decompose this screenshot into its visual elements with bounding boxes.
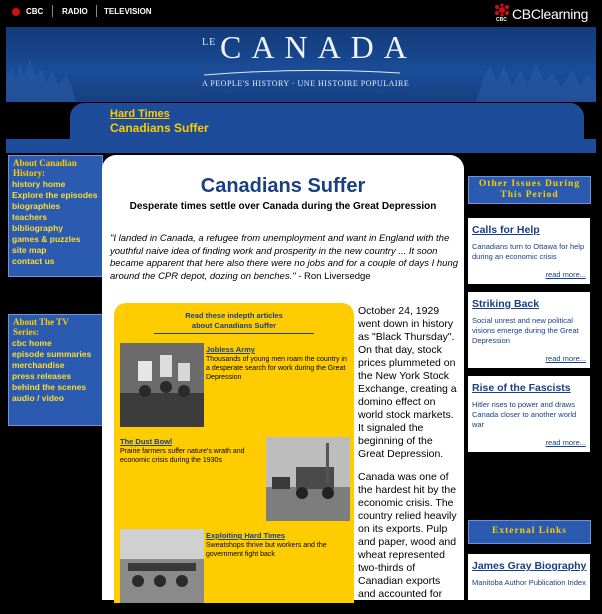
left-nav-heading: About The TV Series: <box>13 317 69 337</box>
nav-contact-us[interactable]: contact us <box>12 256 55 266</box>
nav-television[interactable]: TELEVISION <box>104 7 152 16</box>
quote-attribution: - Ron Liversedge <box>295 270 371 282</box>
article-desc: Sweatshops thrive but workers and the government fight back <box>206 542 327 558</box>
breadcrumb-hard-times[interactable]: Hard Times <box>110 108 170 120</box>
external-link-desc: Manitoba Author Publication Index <box>472 578 586 587</box>
cbc-logo-label: CBC <box>496 17 507 23</box>
article-body <box>358 305 458 614</box>
nav-teachers[interactable]: teachers <box>12 212 47 222</box>
nav-behind-the-scenes[interactable]: behind the scenes <box>12 382 87 392</box>
nav-history-home[interactable]: history home <box>12 179 66 189</box>
protest-photo-icon <box>120 343 204 427</box>
factory-photo-icon <box>120 529 204 603</box>
issue-card <box>468 376 590 452</box>
article-desc: Prairie farmers suffer nature's wrath and economic crisis during the 1930s <box>120 448 245 464</box>
dust-bowl-photo[interactable] <box>266 437 350 521</box>
top-nav-bar <box>0 0 602 26</box>
articles-heading: Read these indepth articles about Canadians Suffer <box>185 311 283 330</box>
cbc-logo-icon <box>494 3 510 17</box>
read-more-link[interactable]: read more... <box>545 354 586 363</box>
articles-box <box>114 303 354 603</box>
article-exploiting-hard-times[interactable]: Exploiting Hard Times <box>206 531 286 540</box>
nav-episode-summaries[interactable]: episode summaries <box>12 349 92 359</box>
external-link-card <box>468 554 590 600</box>
quote-text: "I landed in Canada, a refugee from unemployment and want in England with the youthful naive idea of finding work and prosperity in the new country ... It soon became apparent that here also there were no jobs and for a couple of days I hung around the CPR depot, dozing on benches." <box>110 233 459 282</box>
blue-band <box>6 139 596 153</box>
article-dust-bowl[interactable]: The Dust Bowl <box>120 437 173 446</box>
cbc-gem-icon <box>12 8 20 16</box>
issue-link-striking-back[interactable]: Striking Back <box>472 298 540 310</box>
main-content <box>102 155 464 613</box>
left-nav-about-history <box>8 155 103 277</box>
nav-cbc[interactable]: CBC <box>26 7 44 16</box>
other-issues-heading <box>468 176 591 204</box>
nav-games-puzzles[interactable]: games & puzzles <box>12 234 81 244</box>
jobless-army-photo[interactable] <box>120 343 204 427</box>
other-issues-heading-text: Other Issues During This Period <box>478 179 581 200</box>
issue-link-calls-for-help[interactable]: Calls for Help <box>472 224 540 236</box>
cbc-learning-label: CBClearning <box>512 6 589 22</box>
banner-subtitle: A PEOPLE'S HISTORY · UNE HISTOIRE POPULAIRE <box>202 79 410 88</box>
page-title: Canadians Suffer <box>200 175 366 197</box>
nav-bibliography[interactable]: bibliography <box>12 223 63 233</box>
nav-radio[interactable]: RADIO <box>62 7 88 16</box>
issue-desc: Hitler rises to power and draws Canada closer to another world war <box>472 400 577 429</box>
external-link-james-gray[interactable]: James Gray Biography <box>472 560 587 572</box>
nav-divider <box>96 5 97 17</box>
banner-le: LE <box>202 37 217 48</box>
section-header <box>70 103 584 139</box>
banner-swoosh <box>202 69 402 77</box>
nav-biographies[interactable]: biographies <box>12 201 61 211</box>
nav-divider <box>52 5 53 17</box>
read-more-link[interactable]: read more... <box>545 270 586 279</box>
article-jobless-army[interactable]: Jobless Army <box>206 345 255 354</box>
issue-card <box>468 218 590 284</box>
sweatshop-photo[interactable] <box>120 529 204 603</box>
articles-rule <box>154 333 314 334</box>
nav-merchandise[interactable]: merchandise <box>12 360 65 370</box>
article-desc: Thousands of young men roam the country in a desperate search for work during the Great Depression <box>206 356 347 381</box>
issue-desc: Social unrest and new political visions emerge during the Great Depression <box>472 316 579 345</box>
section-title: Canadians Suffer <box>110 121 209 135</box>
cbc-learning-logo[interactable] <box>494 3 598 24</box>
nav-audio-video[interactable]: audio / video <box>12 393 64 403</box>
nav-cbc-home[interactable]: cbc home <box>12 338 52 348</box>
external-links-heading-text: External Links <box>492 526 567 536</box>
site-banner[interactable] <box>6 27 596 102</box>
body-paragraph: Canada was one of the hardest hit by the economic crisis. The country relied heavily on its exports. Pulp and paper, wood and wheat represented two-thirds of Canadian exports and accounted for much of the <box>358 471 457 613</box>
wagon-photo-icon <box>266 437 350 521</box>
body-paragraph: October 24, 1929 went down in history as "Black Thursday". On that day, stock prices plummeted on the New York Stock Exchange, creating a domino effect on world stock markets. It signaled the beginning of the Great Depression. <box>358 305 457 460</box>
banner-title: CANADA <box>220 29 417 65</box>
read-more-link[interactable]: read more... <box>545 438 586 447</box>
left-nav-heading: About Canadian History: <box>13 158 77 178</box>
pull-quote <box>110 233 460 283</box>
left-nav-about-tv <box>8 314 103 426</box>
issue-link-rise-of-fascists[interactable]: Rise of the Fascists <box>472 382 571 394</box>
page-dek: Desperate times settle over Canada during the Great Depression <box>129 201 437 212</box>
nav-site-map[interactable]: site map <box>12 245 47 255</box>
external-links-heading <box>468 520 591 544</box>
issue-card <box>468 292 590 368</box>
issue-desc: Canadians turn to Ottawa for help during an economic crisis <box>472 242 585 261</box>
nav-press-releases[interactable]: press releases <box>12 371 72 381</box>
nav-explore-episodes[interactable]: Explore the episodes <box>12 190 98 200</box>
